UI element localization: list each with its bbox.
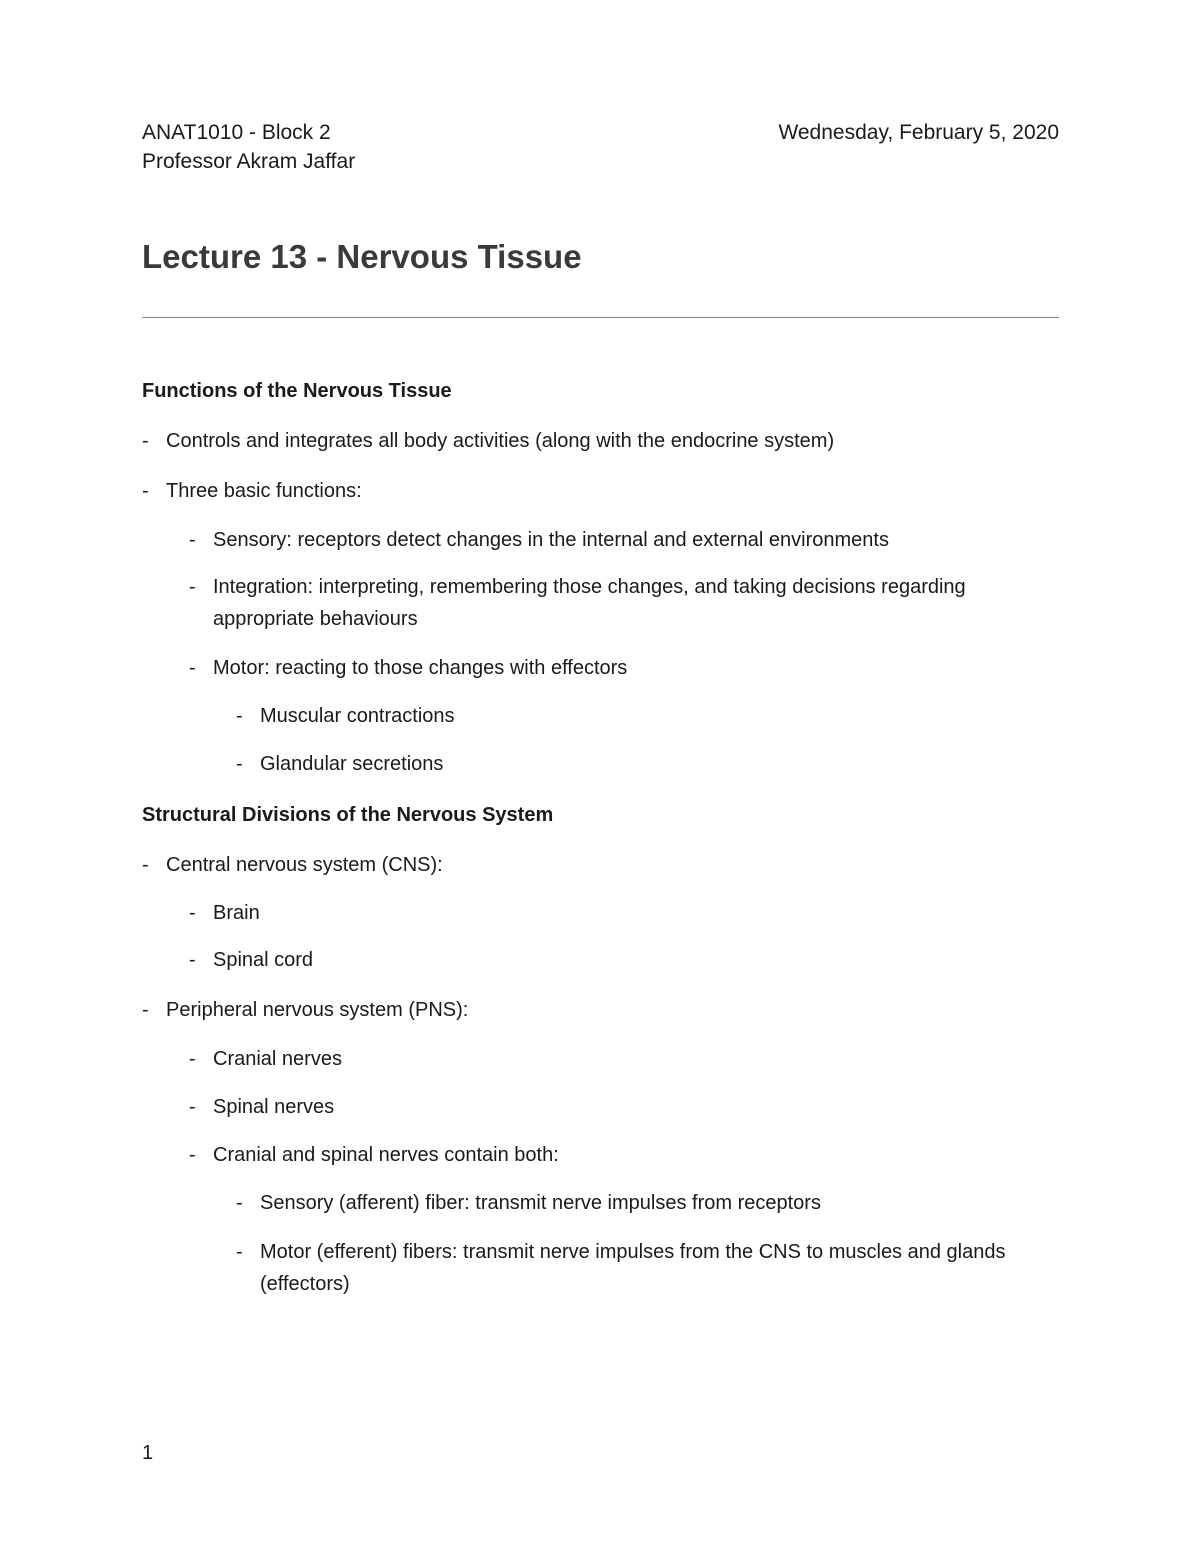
bullet-dash: -: [189, 1048, 196, 1070]
list-item: [236, 748, 1100, 780]
list-item-text: Cranial and spinal nerves contain both:: [213, 1144, 559, 1166]
list-item-text: Brain: [213, 902, 260, 924]
list-item: [189, 897, 1053, 929]
title-divider: [142, 317, 1059, 318]
course-label: ANAT1010 - Block 2: [142, 121, 331, 144]
list-item-text: Motor (efferent) fibers: transmit nerve impulses from the CNS to muscles and glands (effectors): [260, 1241, 1006, 1295]
bullet-dash: -: [142, 999, 149, 1021]
bullet-dash: -: [189, 657, 196, 679]
list-item-text: Three basic functions:: [166, 480, 362, 502]
bullet-dash: -: [236, 1192, 243, 1214]
list-item: [189, 1139, 1053, 1171]
list-item: [189, 571, 1013, 635]
list-item: [142, 425, 1006, 457]
list-item: [236, 700, 1100, 732]
list-item-text: Muscular contractions: [260, 705, 455, 727]
list-item-text: Sensory: receptors detect changes in the internal and external environments: [213, 529, 889, 551]
list-item-text: Central nervous system (CNS):: [166, 854, 443, 876]
list-item-text: Cranial nerves: [213, 1048, 342, 1070]
document-header-left: [142, 118, 355, 176]
document-date: Wednesday, February 5, 2020: [778, 121, 1059, 144]
list-item: [189, 652, 1053, 684]
bullet-dash: -: [189, 902, 196, 924]
list-item: [236, 1236, 1040, 1300]
list-item-text: Integration: interpreting, remembering those changes, and taking decisions regarding appropriate behaviours: [213, 576, 966, 630]
bullet-dash: -: [236, 705, 243, 727]
list-item: [142, 849, 1006, 881]
section-heading-structural-divisions: Structural Divisions of the Nervous System: [142, 804, 554, 826]
list-item-text: Spinal nerves: [213, 1096, 335, 1118]
bullet-dash: -: [189, 1144, 196, 1166]
list-item-text: Controls and integrates all body activities (along with the endocrine system): [166, 430, 835, 452]
bullet-dash: -: [142, 854, 149, 876]
list-item-text: Spinal cord: [213, 949, 314, 971]
bullet-dash: -: [236, 1241, 243, 1263]
list-item-text: Peripheral nervous system (PNS):: [166, 999, 469, 1021]
list-item: [142, 475, 1006, 507]
page-title: Lecture 13 - Nervous Tissue: [142, 238, 582, 275]
list-item: [189, 1091, 1053, 1123]
professor-name: Professor Akram Jaffar: [142, 150, 356, 173]
list-item: [189, 1043, 1053, 1075]
list-item: [189, 944, 1053, 976]
bullet-dash: -: [236, 753, 243, 775]
section-heading-functions: Functions of the Nervous Tissue: [142, 380, 452, 402]
bullet-dash: -: [189, 576, 196, 598]
list-item-text: Glandular secretions: [260, 753, 444, 775]
page-number: 1: [142, 1442, 154, 1464]
list-item: [189, 524, 1053, 556]
bullet-dash: -: [142, 430, 149, 452]
list-item-text: Sensory (afferent) fiber: transmit nerve impulses from receptors: [260, 1192, 821, 1214]
bullet-dash: -: [189, 949, 196, 971]
bullet-dash: -: [189, 529, 196, 551]
bullet-dash: -: [142, 480, 149, 502]
list-item-text: Motor: reacting to those changes with effectors: [213, 657, 628, 679]
bullet-dash: -: [189, 1096, 196, 1118]
list-item: [236, 1187, 1100, 1219]
list-item: [142, 994, 1006, 1026]
